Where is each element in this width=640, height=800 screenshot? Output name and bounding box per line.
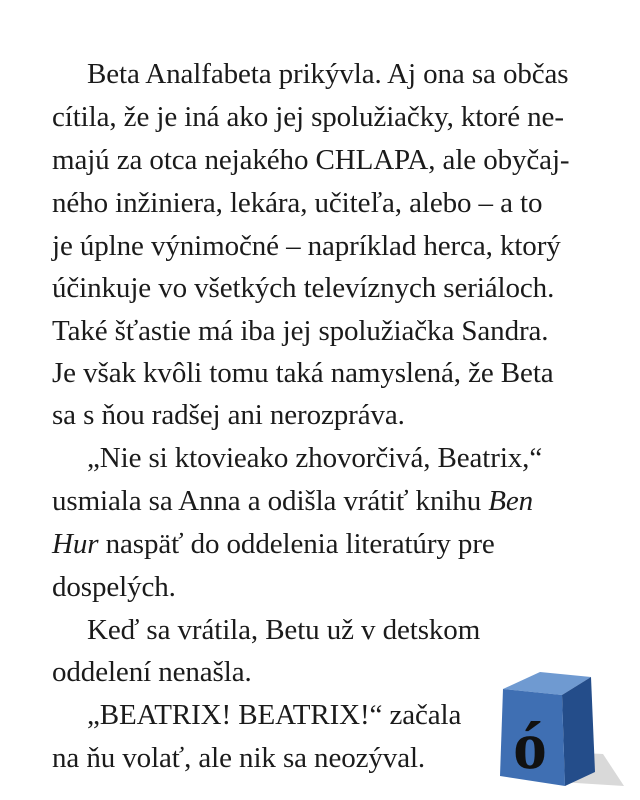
letter-block-illustration [492, 668, 627, 788]
text-line [52, 484, 533, 518]
text-line: je úplne výnimočné – napríklad herca, ktorý [52, 230, 561, 262]
text-line: dospelých. [52, 571, 176, 603]
text-line: účinkuje vo všetkých televíznych seriáloch. [52, 272, 555, 304]
text-line [52, 527, 495, 561]
text-line: na ňu volať, ale nik sa neozýval. [52, 742, 426, 774]
text-line: ného inžiniera, lekára, učiteľa, alebo – a to [52, 187, 543, 219]
text-line: „BEATRIX! BEATRIX!“ začala [87, 699, 462, 731]
text-line: cítila, že je iná ako jej spolužiačky, ktoré ne- [52, 101, 564, 133]
text-line: majú za otca nejakého CHLAPA, ale obyčaj- [52, 144, 570, 176]
text-line-fragment: naspäť do oddelenia literatúry pre [105, 528, 495, 560]
text-line: Také šťastie má iba jej spolužiačka Sandra. [52, 315, 549, 347]
text-line-fragment: usmiala sa Anna a odišla vrátiť knihu [52, 485, 482, 517]
text-line: Keď sa vrátila, Betu už v detskom [87, 614, 481, 646]
block-letter: ó [513, 707, 547, 783]
text-line: Beta Analfabeta prikývla. Aj ona sa občas [87, 58, 569, 90]
text-line: oddelení nenašla. [52, 656, 252, 688]
text-line: Je však kvôli tomu taká namyslená, že Beta [52, 357, 554, 389]
block-side-face [562, 677, 595, 786]
book-title-italic: Ben [488, 485, 534, 517]
text-line: „Nie si ktovieako zhovorčivá, Beatrix,“ [87, 442, 543, 474]
book-title-italic: Hur [52, 528, 99, 560]
text-line: sa s ňou radšej ani nerozpráva. [52, 399, 405, 431]
